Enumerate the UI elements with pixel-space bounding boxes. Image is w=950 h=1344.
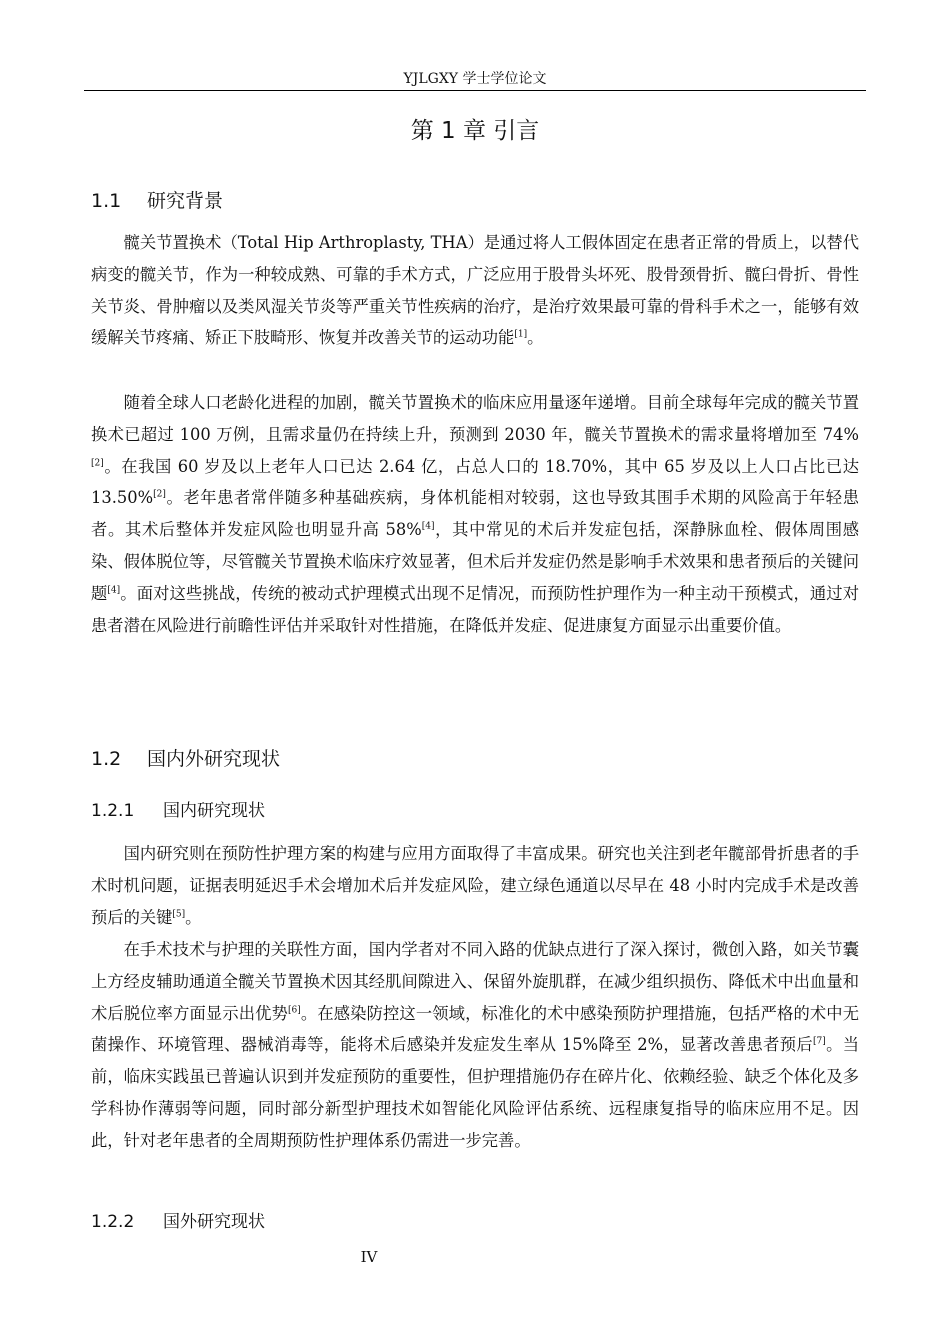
subsection-number: 1.2.2: [91, 1212, 135, 1232]
section-heading-1-2: [91, 744, 280, 774]
text-segment: 。: [185, 907, 202, 927]
subsection-title: 国内研究现状: [163, 801, 265, 821]
citation: [6]: [288, 1005, 301, 1016]
citation: [4]: [107, 585, 121, 596]
text-segment: 。当前，临床实践虽已普遍认识到并发症预防的重要性，但护理措施仍存在碎片化、依赖经验、缺乏个体化及多学科协作薄弱等问题，同时部分新型护理技术如智能化风险评估系统、远程康复指导的临床应用不足。因此，针对老年患者的全周期预防性护理体系仍需进一步完善。: [91, 1035, 859, 1150]
text-segment: 。在感染防控这一领域，标准化的术中感染预防护理措施，包括严格的术中无菌操作、环境管理、器械消毒等，能将术后感染并发症发生率从 15%降至 2%，显著改善患者预后: [91, 1003, 859, 1055]
subsection-title: 国外研究现状: [163, 1212, 265, 1232]
page-number: IV: [360, 1248, 378, 1266]
citation: [5]: [172, 909, 186, 920]
section-title: 研究背景: [147, 190, 224, 212]
section-number: 1.1: [91, 190, 122, 212]
section-number: 1.2: [91, 748, 122, 770]
paragraph-background-2: [91, 387, 859, 641]
header-text: YJLGXY 学士学位论文: [403, 71, 547, 87]
citation: [2]: [91, 458, 104, 469]
text-segment: ，其中常见的术后并发症包括，深静脉血栓、假体周围感染、假体脱位等，尽管髋关节置换术临床疗效显著，但术后并发症仍然是影响手术效果和患者预后的关键问题: [91, 520, 859, 603]
text-segment: 髋关节置换术（Total Hip Arthroplasty, THA）是通过将人工假体固定在患者正常的骨质上，以替代病变的髋关节，作为一种较成熟、可靠的手术方式，广泛应用于股骨头坏死、股骨颈骨折、髋臼骨折、骨性关节炎、骨肿瘤以及类风湿关节炎等严重关节性疾病的治疗，是治疗效果最可靠的骨科手术之一，能够有效缓解关节疼痛、矫正下肢畸形、恢复并改善关节的运动功能: [91, 233, 859, 348]
paragraph-domestic-1: [91, 838, 859, 933]
text-segment: 。在我国 60 岁及以上老年人口已达 2.64 亿，占总人口的 18.70%，其中 65 岁及以上人口占比已达 13.50%: [91, 456, 859, 508]
chapter-title: 第 1 章 引言: [410, 118, 540, 144]
text-segment: 国内研究则在预防性护理方案的构建与应用方面取得了丰富成果。研究也关注到老年髋部骨折患者的手术时机问题，证据表明延迟手术会增加术后并发症风险，建立绿色通道以尽早在 48 小时内完成手术是改善预后的关键: [91, 844, 859, 927]
page-header: [84, 68, 866, 91]
citation: [4]: [421, 521, 435, 532]
citation: [7]: [813, 1036, 826, 1047]
section-heading-1-1: [91, 186, 223, 216]
text-segment: 。老年患者常伴随多种基础疾病，身体机能相对较弱，这也导致其围手术期的风险高于年轻患者。其术后整体并发症风险也明显升高 58%: [91, 488, 859, 540]
paragraph-domestic-2: [91, 934, 859, 1157]
text-segment: 在手术技术与护理的关联性方面，国内学者对不同入路的优缺点进行了深入探讨，微创入路，如关节囊上方经皮辅助通道全髋关节置换术因其经肌间隙进入、保留外旋肌群，在减少组织损伤、降低术中出血量和术后脱位率方面显示出优势: [91, 940, 859, 1023]
subsection-heading-1-2-1: [91, 797, 265, 825]
subsection-number: 1.2.1: [91, 801, 135, 821]
text-segment: 。面对这些挑战，传统的被动式护理模式出现不足情况，而预防性护理作为一种主动干预模式，通过对患者潜在风险进行前瞻性评估并采取针对性措施，在降低并发症、促进康复方面显示出重要价值。: [91, 583, 859, 635]
paragraph-background-1: [91, 227, 859, 354]
citation: [1]: [514, 329, 528, 340]
text-segment: 随着全球人口老龄化进程的加剧，髋关节置换术的临床应用量逐年递增。目前全球每年完成的髋关节置换术已超过 100 万例，且需求量仍在持续上升，预测到 2030 年，髋关节置换术的需求量将增加至 74%: [91, 393, 859, 444]
text-segment: 。: [527, 328, 544, 348]
section-title: 国内外研究现状: [147, 748, 281, 770]
citation: [2]: [153, 489, 166, 500]
subsection-heading-1-2-2: [91, 1208, 265, 1236]
